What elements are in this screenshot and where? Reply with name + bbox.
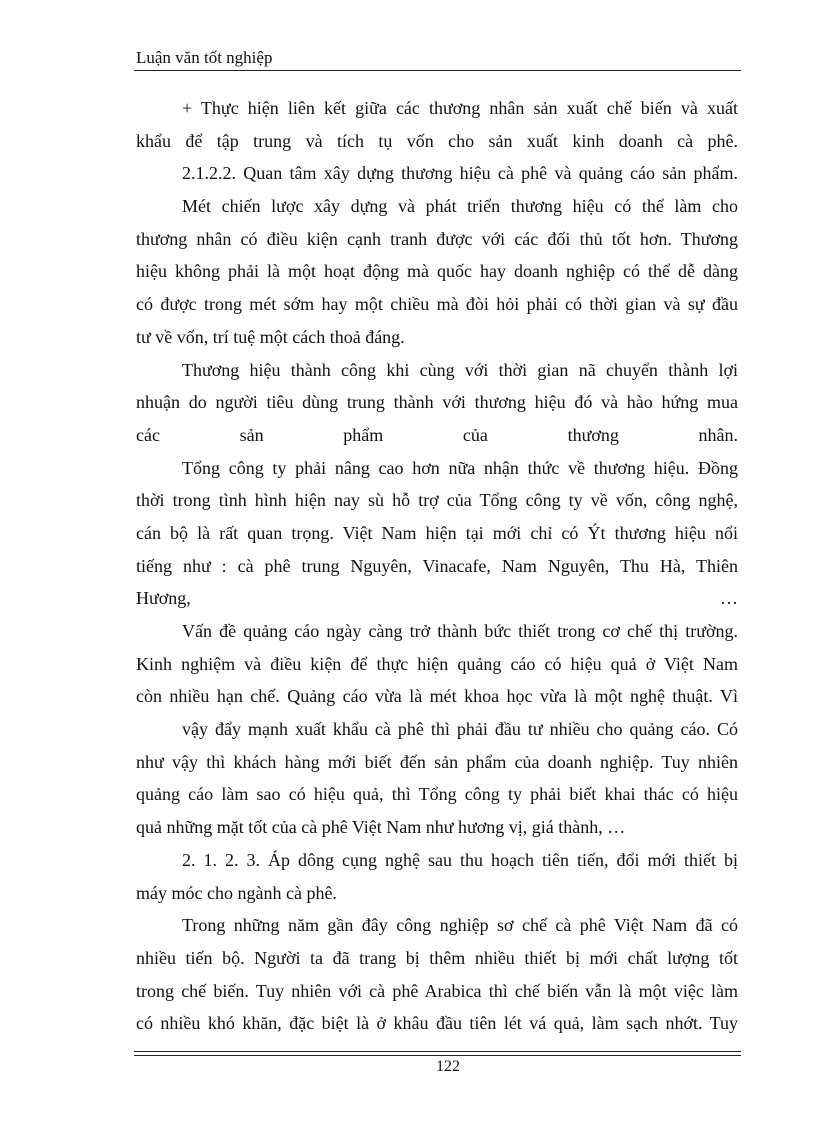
running-header-title: Luận văn tốt nghiệp xyxy=(136,48,273,67)
text-line: Thương hiệu thành công khi cùng với thời gian nã chuyển thành lợi xyxy=(182,359,738,380)
text-line: Vấn đề quảng cáo ngày càng trở thành bức thiết trong cơ chế thị trường. xyxy=(182,621,738,641)
text-line: hiệu không phải là một hoạt động mà quốc hay doanh nghiệp có thể dễ dàng xyxy=(136,261,738,282)
text-line: nhuận do người tiêu dùng trung thành với thương hiệu đó và hào hứng mua xyxy=(136,392,738,413)
page-number: 122 xyxy=(436,1058,460,1075)
text-line: máy móc cho ngành cà phê. xyxy=(136,882,337,903)
text-line: còn nhiều hạn chế. Quảng cáo vừa là mét khoa học vừa là một nghệ thuật. Vì xyxy=(136,686,738,707)
text-line: có được trong mét sớm hay một chiều mà đòi hỏi phải có thời gian và sự đầu xyxy=(136,294,738,315)
text-line: Mét chiến lược xây dựng và phát triển thương hiệu có thể làm cho xyxy=(182,196,738,217)
text-line: khẩu để tập trung và tích tụ vốn cho sản xuất kinh doanh cà phê. xyxy=(136,130,738,151)
text-line: Tổng công ty phải nâng cao hơn nữa nhận thức về thương hiệu. Đồng xyxy=(182,457,738,478)
text-line: + Thực hiện liên kết giữa các thương nhân sản xuất chế biến và xuất xyxy=(182,98,738,118)
text-line: thương nhân có điều kiện cạnh tranh được với các đối thủ tốt hơn. Thương xyxy=(136,228,738,249)
document-body xyxy=(136,92,738,1040)
text-line: như vậy thì khách hàng mới biết đến sản phẩm của doanh nghiệp. Tuy nhiên xyxy=(136,751,738,772)
text-line: Hương, … xyxy=(136,588,738,609)
text-line: tư về vốn, trí tuệ một cách thoả đáng. xyxy=(136,326,405,347)
text-line: cán bộ là rất quan trọng. Việt Nam hiện tại mới chỉ có Ýt thương hiệu nổi xyxy=(136,522,738,543)
section-heading: 2.1.2.2. Quan tâm xây dựng thương hiệu cà phê và quảng cáo sản phẩm. xyxy=(182,163,738,184)
text-line: Trong những năm gần đây công nghiệp sơ chế cà phê Việt Nam đã có xyxy=(182,915,738,936)
text-line: các sản phẩm của thương nhân. xyxy=(136,424,738,445)
text-line: nhiều tiến bộ. Người ta đã trang bị thêm nhiều thiết bị mới chất lượng tốt xyxy=(136,947,738,968)
footer-rule xyxy=(134,1051,741,1052)
text-line: Kinh nghiệm và điều kiện để thực hiện quảng cáo có hiệu quả ở Việt Nam xyxy=(136,653,738,674)
text-line: quả những mặt tốt của cà phê Việt Nam như hương vị, giá thành, … xyxy=(136,817,626,838)
footer-rule xyxy=(134,1055,741,1056)
header-rule xyxy=(134,70,741,71)
text-line: trong chế biến. Tuy nhiên với cà phê Arabica thì chế biến vẫn là một việc làm xyxy=(136,980,738,1001)
text-line: tiếng như : cà phê trung Nguyên, Vinacafe, Nam Nguyên, Thu Hà, Thiên xyxy=(136,555,738,576)
page-number-container xyxy=(0,1058,816,1076)
text-line: vậy đẩy mạnh xuất khẩu cà phê thì phải đầu tư nhiều cho quảng cáo. Có xyxy=(182,719,738,740)
text-line: có nhiều khó khăn, đặc biệt là ở khâu đầu tiên lét vá quả, làm sạch nhớt. Tuy xyxy=(136,1013,738,1034)
text-line: quảng cáo làm sao có hiệu quả, thì Tổng công ty phải biết khai thác có hiệu xyxy=(136,784,738,805)
text-line: thời trong tình hình hiện nay sù hỗ trợ của Tổng công ty về vốn, công nghệ, xyxy=(136,490,738,511)
section-heading: 2. 1. 2. 3. Áp dông cụng nghệ sau thu hoạch tiên tiến, đổi mới thiết bị xyxy=(182,849,738,870)
